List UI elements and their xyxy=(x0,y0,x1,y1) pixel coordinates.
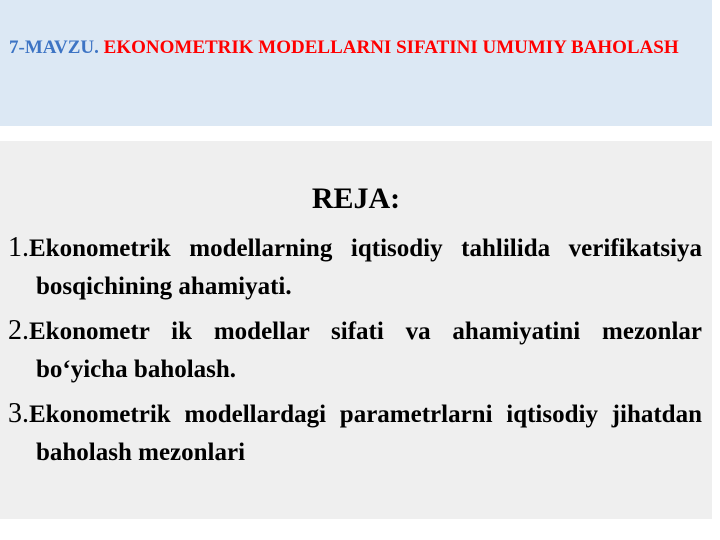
topic-title: EKONOMETRIK MODELLARNI SIFATINI UMUMIY BAHOLASH xyxy=(103,37,679,58)
plan-item-1 xyxy=(8,229,702,306)
plan-item-number: 2. xyxy=(8,315,29,346)
plan-item-3 xyxy=(8,395,702,472)
plan-item-2 xyxy=(8,312,702,389)
slide-title xyxy=(9,35,712,60)
plan-item-text: Ekonometr ik modellar sifati va ahamiyatini mezonlar bo‘yicha baholash. xyxy=(29,318,702,383)
plan-item-number: 3. xyxy=(8,398,29,429)
plan-item-text: Ekonometrik modellarning iqtisodiy tahlilida verifikatsiya bosqichining ahamiyati. xyxy=(29,235,702,300)
plan-list xyxy=(8,229,702,478)
plan-item-text: Ekonometrik modellardagi parametrlarni iqtisodiy jihatdan baholash mezonlari xyxy=(29,401,702,466)
topic-number: 7-MAVZU. xyxy=(9,37,99,58)
body-panel xyxy=(0,141,712,519)
plan-item-number: 1. xyxy=(8,232,29,263)
plan-heading: REJA: xyxy=(311,182,401,215)
title-band xyxy=(0,0,712,126)
